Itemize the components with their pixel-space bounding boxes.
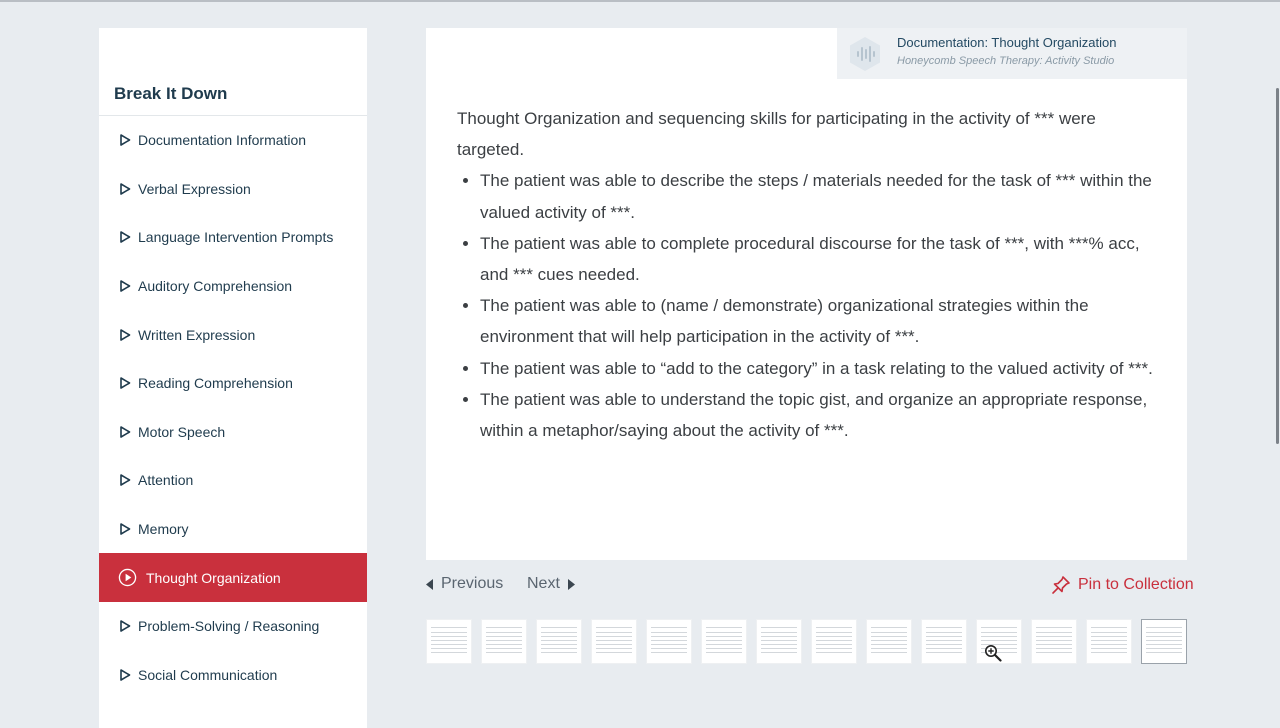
page-thumbnail[interactable]: [481, 619, 527, 664]
document-title: Documentation: Thought Organization: [897, 35, 1117, 50]
sidebar-item-label: Motor Speech: [138, 423, 226, 440]
top-border: [0, 0, 1280, 2]
sidebar-item-problem-solving-reasoning[interactable]: [99, 602, 367, 651]
sidebar-item-label: Problem-Solving / Reasoning: [138, 618, 320, 635]
sidebar-item-label: Social Communication: [138, 666, 278, 683]
triangle-outline-icon: [119, 474, 131, 486]
triangle-outline-icon: [119, 231, 131, 243]
triangle-outline-icon: [119, 426, 131, 438]
sidebar-item-label: Memory: [138, 521, 189, 538]
sidebar-item-label: Auditory Comprehension: [138, 278, 293, 295]
triangle-outline-icon: [119, 134, 131, 146]
sidebar-title: Break It Down: [114, 84, 228, 103]
page-thumbnail[interactable]: [811, 619, 857, 664]
triangle-outline-icon: [119, 280, 131, 292]
triangle-outline-icon: [119, 523, 131, 535]
sidebar-item-written-expression[interactable]: [99, 310, 367, 359]
page-thumbnail[interactable]: [866, 619, 912, 664]
document-header: [837, 28, 1187, 79]
sidebar-item-label: Verbal Expression: [138, 180, 251, 197]
sidebar-nav: [99, 116, 367, 699]
triangle-outline-icon: [119, 669, 131, 681]
page-thumbnail[interactable]: [921, 619, 967, 664]
page-thumbnail[interactable]: [756, 619, 802, 664]
sidebar-item-label: Language Intervention Prompts: [138, 229, 334, 246]
sidebar-item-documentation-information[interactable]: [99, 116, 367, 165]
sidebar-item-label: Attention: [138, 472, 194, 489]
document-intro: Thought Organization and sequencing skills for participating in the activity of *** were targeted.: [457, 109, 1096, 160]
triangle-outline-icon: [119, 329, 131, 341]
page-thumbnail[interactable]: [1141, 619, 1187, 664]
document-bullet: • The patient was able to (name / demonstrate) organizational strategies within the environment that will help participation in the activity of ***.: [480, 290, 1167, 352]
sidebar-item-social-communication[interactable]: [99, 651, 367, 700]
document-card: [426, 28, 1187, 560]
page-thumbnail[interactable]: [646, 619, 692, 664]
page-scrollbar[interactable]: [1276, 88, 1279, 444]
document-bullet-list: [457, 165, 1167, 446]
pin-label: Pin to Collection: [1078, 576, 1194, 593]
honeycomb-logo-icon: [845, 34, 885, 74]
page-thumbnail[interactable]: [1031, 619, 1077, 664]
zoom-in-icon[interactable]: [984, 644, 1002, 662]
pin-to-collection-button[interactable]: [1051, 575, 1194, 595]
caret-left-icon: [426, 579, 433, 590]
next-label: Next: [527, 575, 560, 592]
document-bullet: • The patient was able to complete procedural discourse for the task of ***, with ***% acc, and *** cues needed.: [480, 228, 1167, 290]
document-bullet: • The patient was able to “add to the category” in a task relating to the valued activity of ***.: [480, 353, 1167, 384]
page-thumbnail[interactable]: [1086, 619, 1132, 664]
document-bullet: • The patient was able to understand the topic gist, and organize an appropriate response, within a metaphor/saying about the activity of ***.: [480, 384, 1167, 446]
sidebar-item-verbal-expression[interactable]: [99, 165, 367, 214]
sidebar-item-language-intervention-prompts[interactable]: [99, 213, 367, 262]
pushpin-icon: [1051, 575, 1071, 595]
page-thumbnail[interactable]: [536, 619, 582, 664]
previous-label: Previous: [441, 575, 504, 592]
sidebar-item-motor-speech[interactable]: [99, 408, 367, 457]
sidebar-item-memory[interactable]: [99, 505, 367, 554]
previous-button[interactable]: [426, 575, 503, 593]
sidebar-item-reading-comprehension[interactable]: [99, 359, 367, 408]
sidebar-item-label: Thought Organization: [146, 569, 281, 586]
triangle-outline-icon: [119, 620, 131, 632]
document-subtitle: Honeycomb Speech Therapy: Activity Studio: [897, 55, 1115, 67]
sidebar-item-label: Documentation Information: [138, 132, 307, 149]
triangle-outline-icon: [119, 183, 131, 195]
thumbnail-strip: [426, 619, 1188, 664]
sidebar-item-auditory-comprehension[interactable]: [99, 262, 367, 311]
sidebar-item-label: Written Expression: [138, 326, 256, 343]
page-thumbnail[interactable]: [701, 619, 747, 664]
document-bullet: • The patient was able to describe the steps / materials needed for the task of *** within the valued activity of ***.: [480, 165, 1167, 227]
sidebar-item-label: Reading Comprehension: [138, 375, 293, 392]
sidebar-item-thought-organization[interactable]: [99, 553, 367, 602]
page-thumbnail[interactable]: [591, 619, 637, 664]
next-button[interactable]: [527, 575, 575, 593]
play-circle-icon: [118, 568, 137, 587]
triangle-outline-icon: [119, 377, 131, 389]
sidebar-item-attention[interactable]: [99, 456, 367, 505]
caret-right-icon: [568, 579, 575, 590]
document-body: [457, 103, 1167, 446]
page-thumbnail[interactable]: [426, 619, 472, 664]
sidebar: [99, 28, 367, 728]
